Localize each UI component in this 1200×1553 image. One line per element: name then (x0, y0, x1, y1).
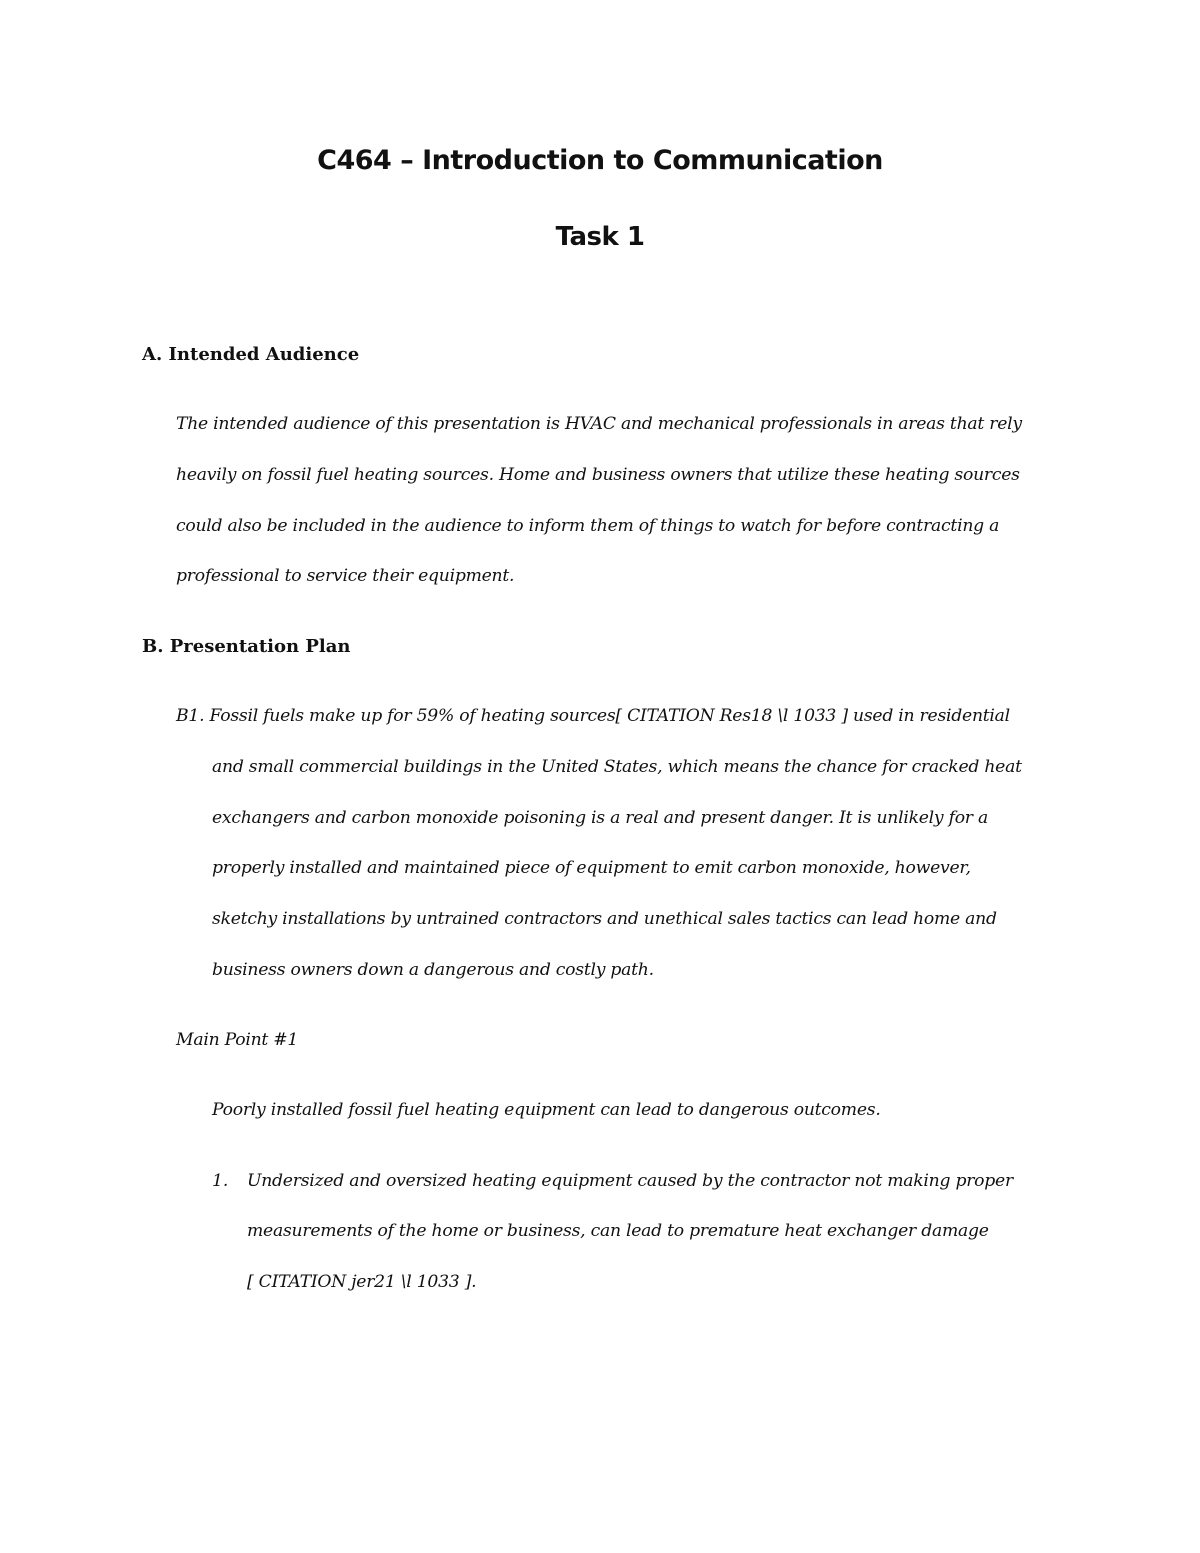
b1-paragraph-line: B1. Fossil fuels make up for 59% of heating sources[ CITATION Res18 \l 1033 ] used in residential (176, 706, 1010, 726)
list-item-line: Undersized and oversized heating equipment caused by the contractor not making proper (247, 1171, 1013, 1191)
b1-paragraph-line: sketchy installations by untrained contractors and unethical sales tactics can lead home and (212, 909, 997, 929)
audience-paragraph-line: The intended audience of this presentation is HVAC and mechanical professionals in areas that rely (176, 414, 1022, 434)
main-point-text: Poorly installed fossil fuel heating equipment can lead to dangerous outcomes. (212, 1100, 881, 1120)
list-item-line: [ CITATION jer21 \l 1033 ]. (247, 1272, 477, 1292)
section-heading-intended-audience: A. Intended Audience (142, 344, 360, 365)
list-item-number: 1. (212, 1171, 229, 1191)
main-point-label: Main Point #1 (176, 1030, 299, 1050)
b1-paragraph-line: and small commercial buildings in the United States, which means the chance for cracked heat (212, 757, 1022, 777)
document-title: C464 – Introduction to Communication (317, 145, 883, 176)
list-item-line: measurements of the home or business, can lead to premature heat exchanger damage (247, 1221, 989, 1241)
audience-paragraph-line: heavily on fossil fuel heating sources. Home and business owners that utilize these heating sources (176, 465, 1020, 485)
audience-paragraph-line: could also be included in the audience to inform them of things to watch for before contracting a (176, 516, 1000, 536)
b1-paragraph-line: exchangers and carbon monoxide poisoning is a real and present danger. It is unlikely for a (212, 808, 988, 828)
b1-paragraph-line: business owners down a dangerous and costly path. (212, 960, 654, 980)
b1-paragraph-line: properly installed and maintained piece of equipment to emit carbon monoxide, however, (212, 858, 971, 878)
audience-paragraph-line: professional to service their equipment. (176, 566, 515, 586)
document-subtitle: Task 1 (555, 222, 645, 252)
section-heading-presentation-plan: B. Presentation Plan (142, 636, 351, 657)
